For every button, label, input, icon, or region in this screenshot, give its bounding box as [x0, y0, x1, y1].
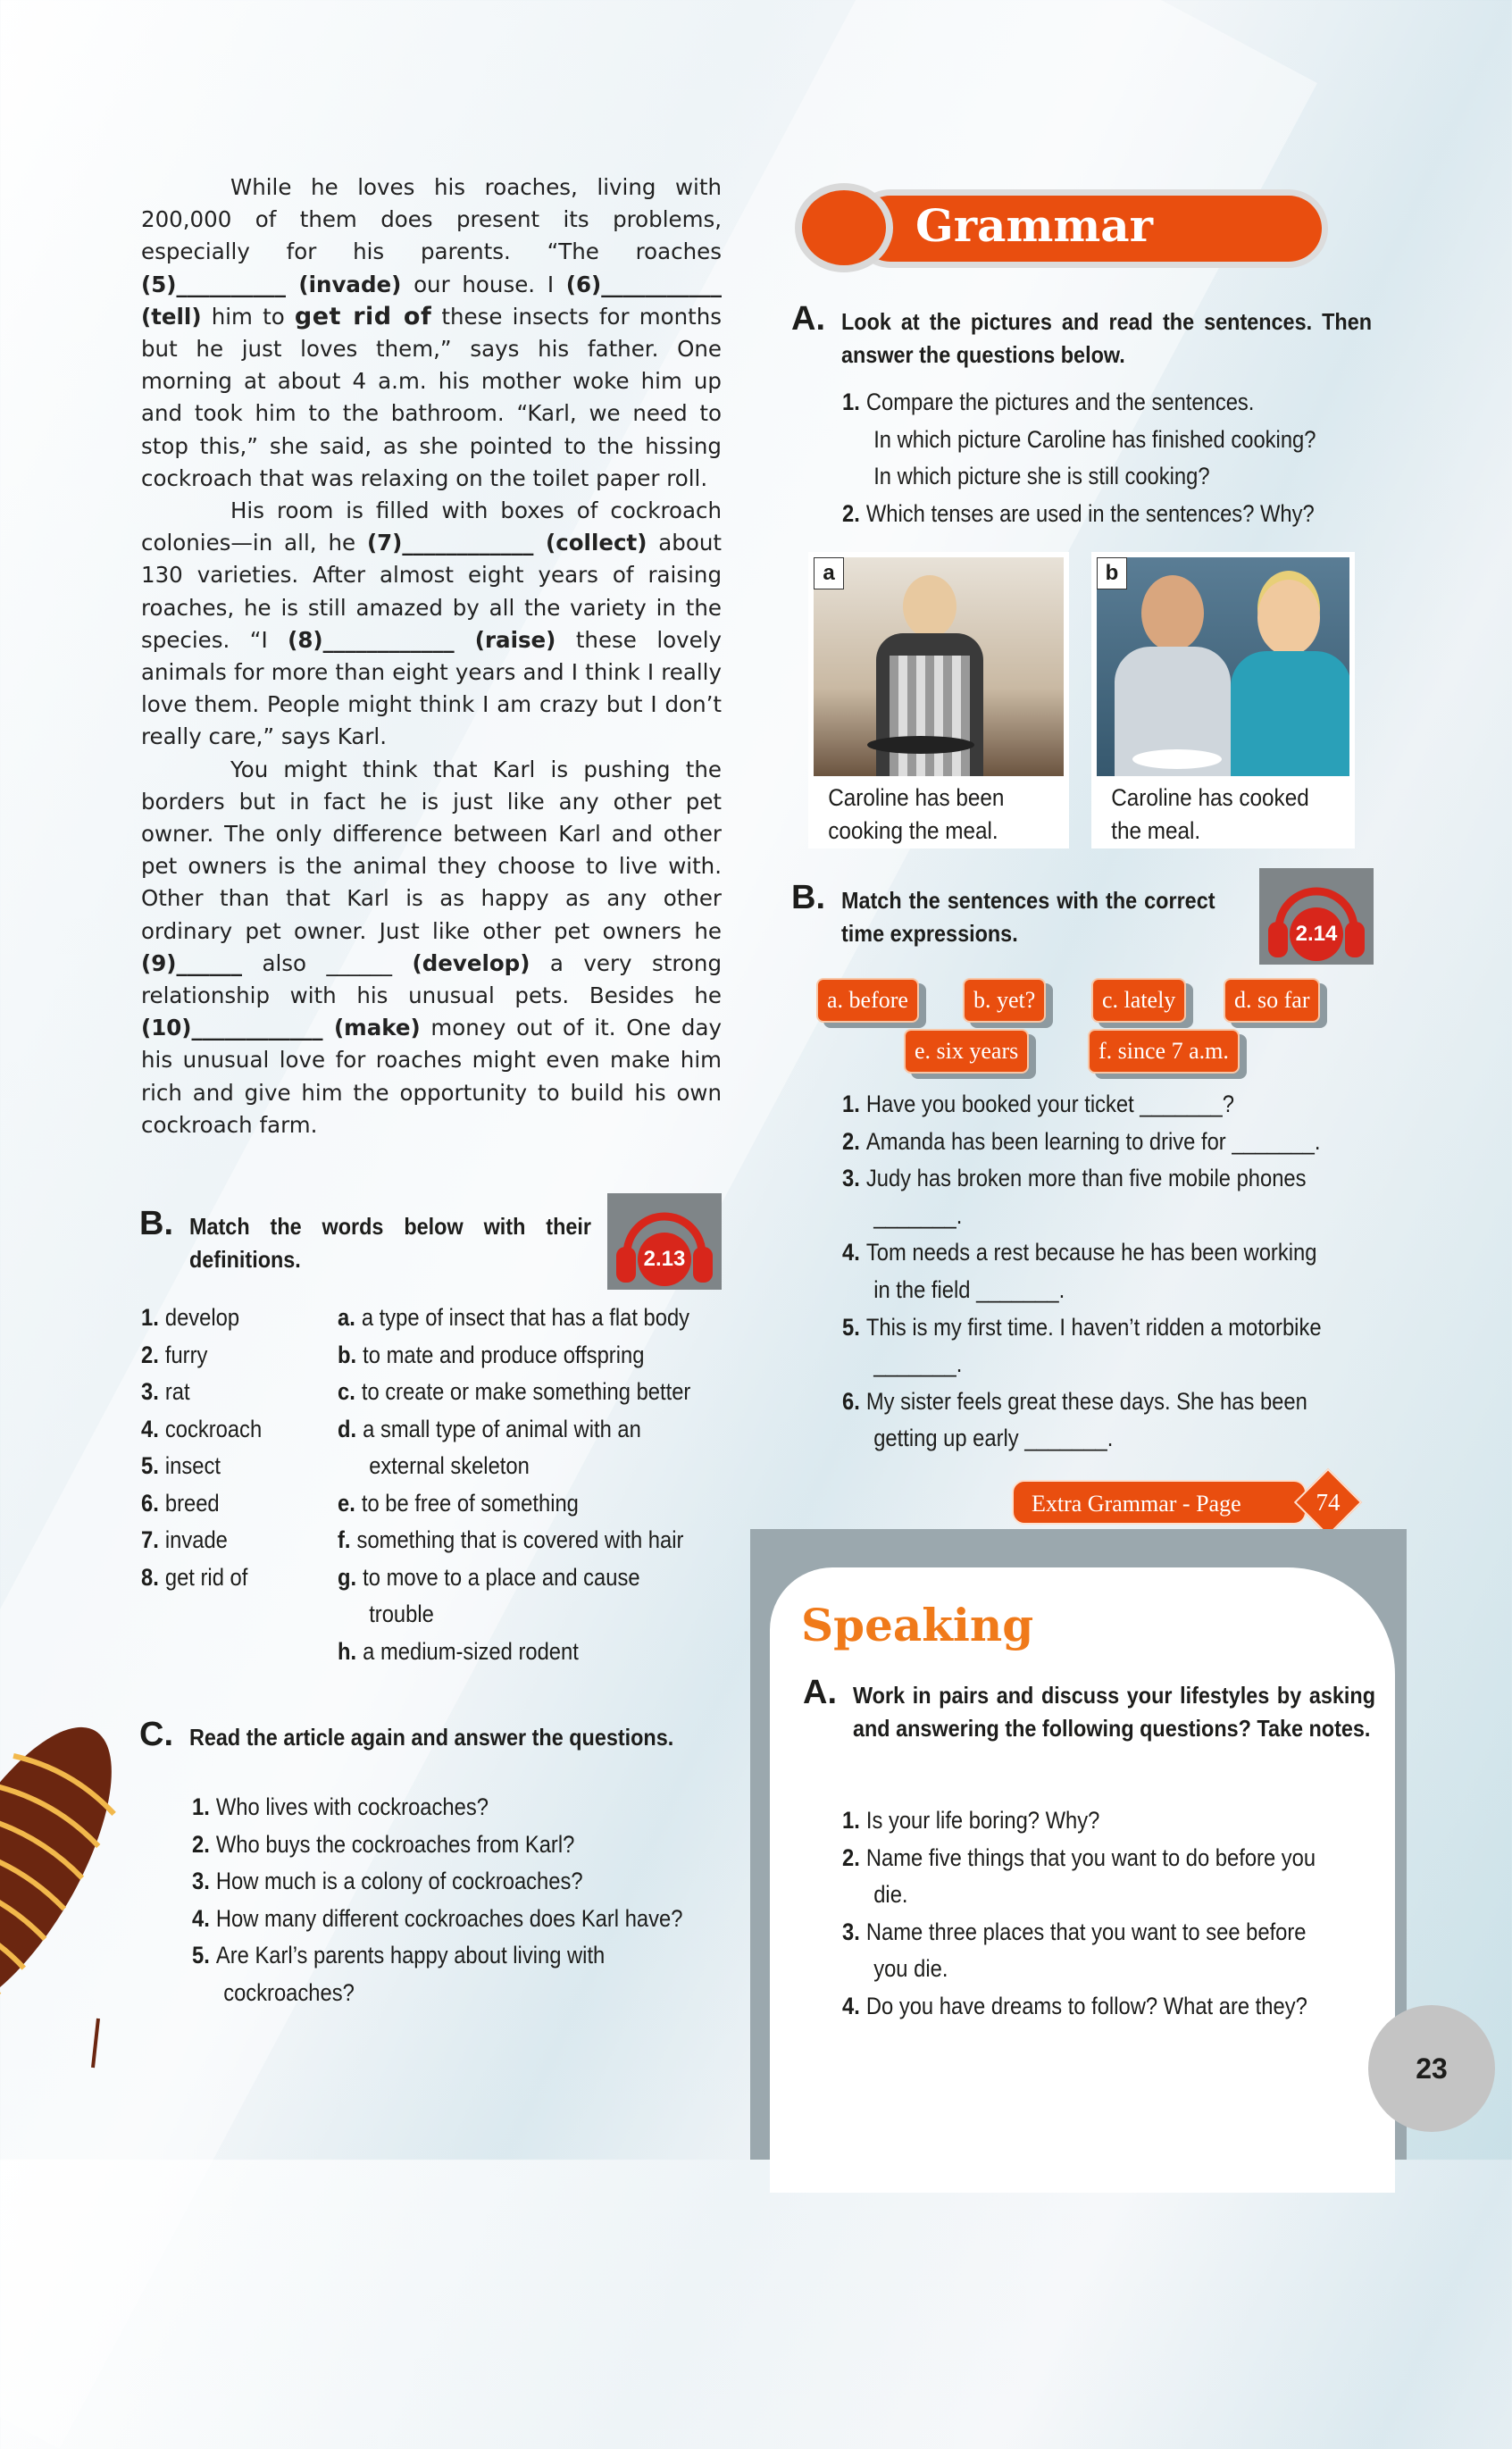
left-c-header: [139, 1716, 743, 1754]
item-number: 3.: [141, 1378, 159, 1405]
definition-item: [338, 1522, 690, 1559]
item-number: e.: [338, 1489, 355, 1517]
word-item: [141, 1337, 262, 1375]
sentence-item: [842, 1309, 1322, 1347]
headphones-icon: [1259, 868, 1374, 965]
item-number: 1.: [842, 1091, 860, 1117]
question-item: [842, 458, 1316, 496]
item-number: 2.: [842, 499, 860, 527]
item-text: to mate and produce offspring: [363, 1341, 645, 1368]
item-text: Is your life boring? Why?: [865, 1807, 1100, 1834]
article-text: [141, 171, 722, 1141]
question-item: [192, 1937, 682, 1975]
item-number: 3.: [192, 1868, 210, 1894]
text-run: about 130 varieties. After almost eight years of raising roaches, he is still amazed by all the variety in the species. “I: [141, 530, 722, 653]
exercise-blank: (9)______: [141, 949, 242, 976]
text-run: While he loves his roaches, living with 200,000 of them does present its problems, especially for his parents. “The roaches: [141, 174, 722, 265]
left-b-header: [139, 1205, 591, 1276]
item-number: 7.: [141, 1526, 159, 1553]
sentence-item: [842, 1272, 1322, 1309]
audio-track-2-13[interactable]: [607, 1193, 722, 1290]
item-text: _______.: [873, 1201, 963, 1229]
sentence-item: [842, 1420, 1322, 1458]
section-letter: B.: [139, 1205, 173, 1242]
question-item: [842, 1840, 1316, 1877]
track-number: 2.13: [643, 1247, 686, 1271]
chip-since-7am: f. since 7 a.m.: [1088, 1029, 1240, 1074]
item-text: get rid of: [164, 1563, 248, 1591]
item-text: develop: [164, 1304, 240, 1331]
text-run: His room is filled with boxes of cockroach colonies—in all, he: [141, 497, 722, 556]
question-item: [192, 1789, 682, 1826]
grammar-b-instruction: Match the sentences with the correct time expressions.: [841, 887, 1215, 947]
chip-so-far: d. so far: [1224, 978, 1320, 1023]
item-number: h.: [338, 1637, 357, 1665]
item-text: Name five things that you want to do before you: [865, 1843, 1316, 1871]
item-text: Amanda has been learning to drive for _______.: [865, 1127, 1321, 1155]
article-paragraph: [141, 171, 722, 495]
question-item: [842, 384, 1316, 422]
item-number: 1.: [192, 1793, 210, 1820]
item-text: Who buys the cockroaches from Karl?: [215, 1830, 575, 1858]
item-text: trouble: [369, 1601, 434, 1627]
exercise-blank: (develop): [412, 949, 530, 976]
word-item: [141, 1411, 262, 1449]
section-letter: C.: [139, 1716, 173, 1753]
item-number: a.: [338, 1304, 355, 1331]
extra-grammar-link[interactable]: [1012, 1480, 1307, 1525]
question-item: [192, 1826, 682, 1864]
word-item: [141, 1559, 262, 1597]
question-item: [842, 422, 1316, 459]
exercise-blank: (5)__________ (invade): [141, 271, 402, 297]
item-text: you die.: [873, 1955, 948, 1982]
exercise-blank: (6)___________ (tell): [141, 271, 722, 330]
text-run: these insects for months but he just loves them,” says his father. One morning at about 4 a.m. his mother woke him up and took him to the bathroom. “Karl, we need to stop this,” she said, as she pointed to the hissing cockroach that was relaxing on the toilet paper roll.: [141, 303, 722, 491]
item-text: a type of insect that has a flat body: [361, 1304, 690, 1331]
word-item: [141, 1485, 262, 1523]
text-run: money out of it. One day his unusual love for roaches might even make him rich and give him the opportunity to build his own cockroach farm.: [141, 1015, 722, 1138]
item-text: In which picture Caroline has finished cooking?: [873, 425, 1316, 453]
item-number: c.: [338, 1378, 355, 1405]
chip-yet: b. yet?: [963, 978, 1046, 1023]
article-paragraph: [141, 754, 722, 1141]
item-text: Judy has broken more than five mobile phones: [865, 1165, 1307, 1192]
picture-caption: Caroline has been cooking the meal.: [828, 784, 1005, 844]
headphones-icon: [607, 1193, 722, 1290]
word-item: [141, 1448, 262, 1485]
item-text: How many different cockroaches does Karl have?: [215, 1904, 683, 1932]
item-text: to create or make something better: [361, 1378, 691, 1405]
text-run: You might think that Karl is pushing the borders but in fact he is just like any other pet owner. The only difference between Karl and other pet owners is the animal they choose to live with. Other than that Karl is as happy as any other ordinary pet owner. Just like other pet owners he: [141, 756, 722, 944]
definition-item: [338, 1485, 690, 1523]
item-text: cockroaches?: [223, 1978, 355, 2006]
question-item: [192, 1901, 682, 1938]
item-number: 1.: [141, 1304, 159, 1331]
item-number: 2.: [192, 1830, 210, 1858]
item-text: in the field _______.: [873, 1275, 1065, 1303]
item-number: d.: [338, 1415, 357, 1442]
item-text: a medium-sized rodent: [363, 1637, 579, 1665]
picture-a: [808, 552, 1069, 848]
item-text: breed: [164, 1489, 220, 1517]
question-item: [842, 1802, 1316, 1840]
item-number: 1.: [842, 1807, 860, 1834]
picture-tag: b: [1097, 557, 1127, 589]
item-number: b.: [338, 1341, 357, 1368]
definition-item: [338, 1596, 690, 1634]
item-text: to move to a place and cause: [363, 1563, 640, 1591]
item-text: a small type of animal with an: [363, 1415, 641, 1442]
chip-lately: c. lately: [1091, 978, 1186, 1023]
chip-six-years: e. six years: [904, 1029, 1029, 1074]
question-item: [842, 1951, 1316, 1988]
definition-item: [338, 1300, 690, 1337]
item-text: Do you have dreams to follow? What are they?: [865, 1992, 1307, 2019]
item-text: die.: [873, 1881, 908, 1908]
item-number: 5.: [192, 1942, 210, 1968]
item-number: 3.: [842, 1165, 860, 1192]
cooking-photo: [814, 557, 1064, 776]
definition-item: [338, 1374, 690, 1411]
sentence-item: [842, 1234, 1322, 1272]
exercise-blank: (8)____________ (raise): [288, 626, 556, 653]
section-letter: B.: [791, 879, 825, 916]
exercise-blank: get rid of: [294, 302, 432, 330]
item-text: Are Karl’s parents happy about living with: [215, 1942, 606, 1968]
item-text: cockroach: [164, 1415, 263, 1442]
grammar-title: Grammar: [915, 199, 1153, 252]
question-item: [842, 496, 1316, 533]
definition-item: [338, 1448, 690, 1485]
sentence-item: [842, 1346, 1322, 1383]
item-text: invade: [164, 1526, 228, 1553]
grammar-a-instruction: Look at the pictures and read the sentences. Then answer the questions below.: [841, 308, 1372, 368]
question-item: [842, 1876, 1316, 1914]
item-number: 4.: [842, 1992, 860, 2019]
grammar-a-questions: [842, 384, 1316, 532]
item-text: furry: [164, 1341, 208, 1368]
item-number: 1.: [842, 389, 860, 415]
speaking-questions: [842, 1802, 1316, 2025]
text-run: him to: [201, 303, 295, 330]
item-text: Compare the pictures and the sentences.: [865, 389, 1255, 415]
text-run: these lovely animals for more than eight years and I think I really love them. People might think I am crazy but I don’t really care,” says Karl.: [141, 626, 723, 750]
sentence-item: [842, 1198, 1322, 1235]
item-number: f.: [338, 1526, 351, 1553]
text-run: our house. I: [401, 271, 566, 297]
item-text: something that is covered with hair: [356, 1526, 684, 1553]
section-letter: A.: [791, 300, 825, 338]
question-item: [192, 1975, 682, 2012]
left-c-instruction: Read the article again and answer the questions.: [189, 1724, 674, 1751]
item-number: g.: [338, 1563, 357, 1591]
section-letter: A.: [803, 1674, 837, 1711]
item-text: Which tenses are used in the sentences? Why?: [865, 499, 1315, 527]
question-item: [192, 1863, 682, 1901]
grammar-b-sentences: [842, 1086, 1322, 1458]
item-number: 4.: [141, 1415, 159, 1442]
item-text: Tom needs a rest because he has been working: [865, 1239, 1317, 1266]
definition-list: [338, 1300, 690, 1670]
picture-caption: Caroline has cooked the meal.: [1111, 784, 1309, 844]
exercise-blank: (10)____________ (make): [141, 1015, 421, 1041]
audio-track-2-14[interactable]: [1259, 868, 1374, 965]
question-item: [842, 1988, 1316, 2026]
sentence-item: [842, 1086, 1322, 1124]
question-item: [842, 1914, 1316, 1952]
item-text: My sister feels great these days. She has been: [865, 1387, 1307, 1415]
item-text: to be free of something: [361, 1489, 579, 1517]
definition-item: [338, 1411, 690, 1449]
word-list: [141, 1300, 262, 1596]
grammar-banner: [795, 183, 1331, 272]
definition-item: [338, 1337, 690, 1375]
sentence-item: [842, 1160, 1322, 1198]
picture-tag: a: [814, 557, 844, 589]
chip-before: a. before: [816, 978, 919, 1023]
item-number: 4.: [842, 1239, 860, 1266]
speaking-instruction: Work in pairs and discuss your lifestyles by asking and answering the following questions? Take notes.: [853, 1682, 1375, 1742]
article-paragraph: [141, 495, 722, 754]
item-text: Have you booked your ticket _______?: [865, 1091, 1234, 1117]
item-text: rat: [164, 1378, 190, 1405]
sentence-item: [842, 1124, 1322, 1161]
definition-item: [338, 1634, 690, 1671]
item-text: In which picture she is still cooking?: [873, 463, 1210, 489]
word-item: [141, 1300, 262, 1337]
picture-b: [1091, 552, 1355, 848]
item-text: getting up early _______.: [873, 1425, 1114, 1452]
item-number: 8.: [141, 1563, 159, 1591]
item-text: _______.: [873, 1350, 963, 1378]
item-text: Who lives with cockroaches?: [215, 1793, 489, 1820]
item-text: This is my first time. I haven’t ridden a motorbike: [865, 1313, 1322, 1341]
word-item: [141, 1522, 262, 1559]
eating-photo: [1097, 557, 1349, 776]
track-number: 2.14: [1295, 922, 1338, 946]
item-number: 2.: [141, 1341, 159, 1368]
word-item: [141, 1374, 262, 1411]
item-number: 3.: [842, 1918, 860, 1945]
text-run: a very strong relationship with his unusual pets. Besides he: [141, 949, 722, 1009]
exercise-blank: (7)____________ (collect): [366, 530, 647, 556]
speaking-title: Speaking: [801, 1599, 1034, 1651]
cockroach-illustration: [0, 1688, 134, 2072]
item-number: 6.: [842, 1387, 860, 1415]
question-list: [192, 1789, 682, 2011]
item-number: 4.: [192, 1904, 210, 1932]
banner-circle-icon: [795, 183, 893, 272]
item-number: 6.: [141, 1489, 159, 1517]
extra-grammar-page-number[interactable]: 74: [1316, 1489, 1341, 1516]
text-run: also ______: [241, 949, 413, 976]
definition-item: [338, 1559, 690, 1597]
extra-grammar-label: Extra Grammar - Page: [1032, 1491, 1241, 1517]
item-text: How much is a colony of cockroaches?: [215, 1868, 583, 1894]
item-text: insect: [164, 1452, 221, 1479]
left-b-instruction: Match the words below with their definitions.: [189, 1213, 591, 1273]
item-text: external skeleton: [369, 1452, 530, 1479]
item-number: 2.: [842, 1127, 860, 1155]
item-text: Name three places that you want to see before: [865, 1918, 1307, 1945]
item-number: 5.: [842, 1313, 860, 1341]
page-number: 23: [1368, 2005, 1495, 2132]
item-number: 2.: [842, 1843, 860, 1871]
item-number: 5.: [141, 1452, 159, 1479]
sentence-item: [842, 1383, 1322, 1421]
